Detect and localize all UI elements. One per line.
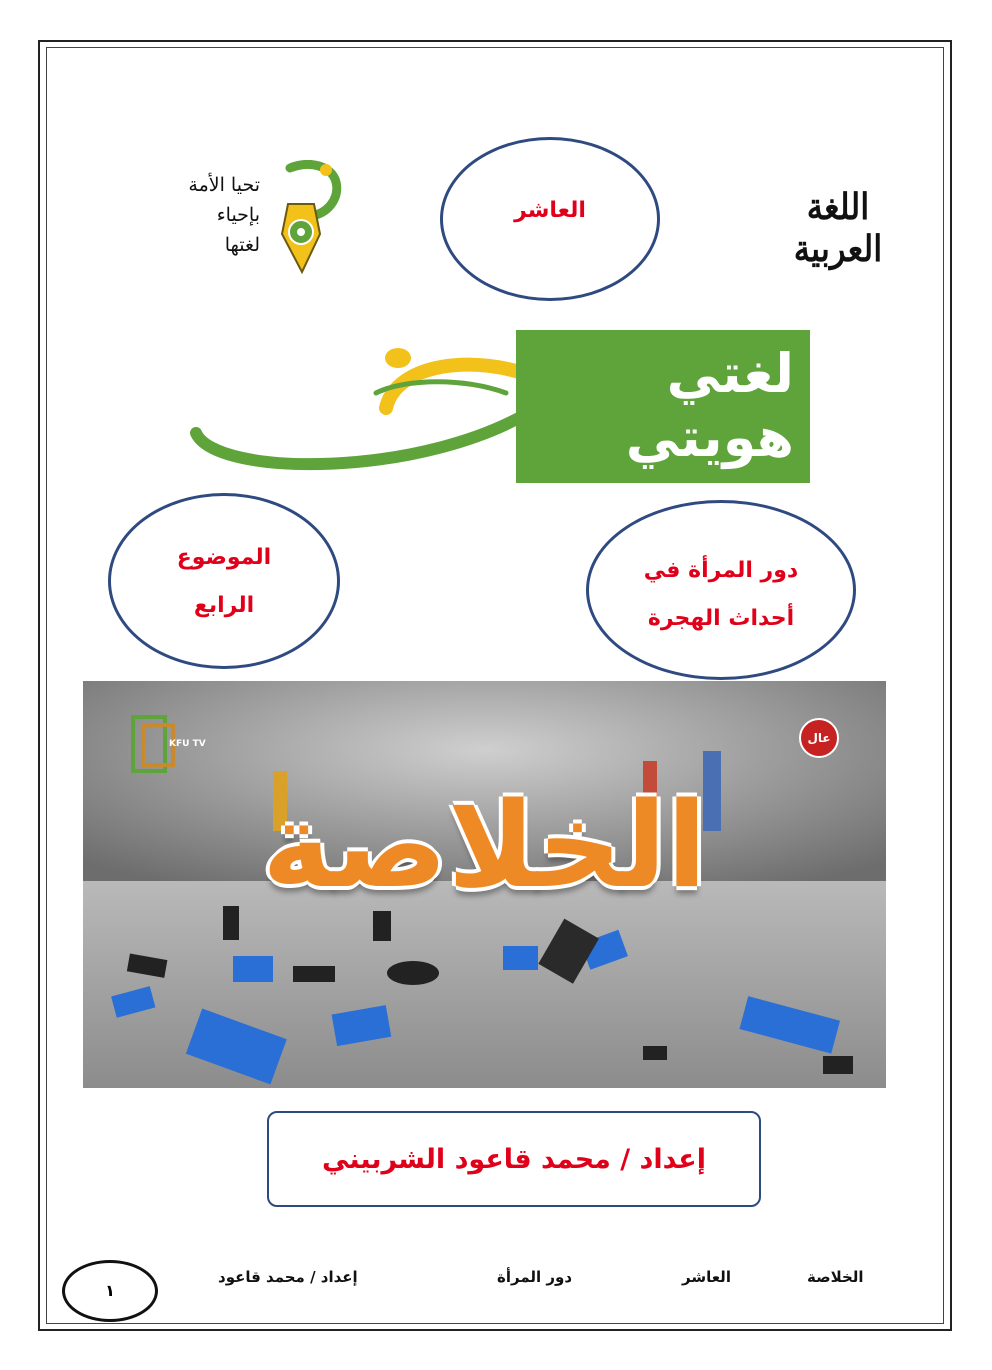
- dad-swoosh-logo-icon: [176, 338, 556, 478]
- hero-title: الخلاصة: [262, 776, 707, 914]
- page-number: ١: [62, 1260, 158, 1322]
- author-box: إعداد / محمد قاعود الشربيني: [267, 1111, 761, 1207]
- slogan-line-2: بإحياء: [216, 204, 260, 226]
- dad-pen-logo-icon: [270, 160, 345, 278]
- topic-title-line-2: أحداث الهجرة: [647, 606, 795, 631]
- calligraphy-text: اللغة العربية: [793, 186, 883, 270]
- footer-summary: الخلاصة: [807, 1268, 864, 1286]
- summary-hero-image: [83, 681, 886, 1088]
- topic-number: الرابع: [193, 593, 255, 618]
- channel-badge: عال: [799, 718, 839, 758]
- footer-grade: العاشر: [682, 1268, 731, 1286]
- banner-green-panel: [516, 330, 810, 483]
- slogan-line-3: لغتها: [224, 234, 260, 256]
- grade-circle: [440, 137, 660, 301]
- grade-label: العاشر: [514, 198, 586, 223]
- kfu-tv-label: KFU TV: [169, 739, 206, 749]
- footer-topic: دور المرأة: [497, 1268, 573, 1286]
- topic-title-circle: [586, 500, 856, 680]
- topic-title-line-1: دور المرأة في: [643, 558, 799, 583]
- banner-line-1: لغتي: [666, 342, 794, 405]
- topic-label: الموضوع: [176, 545, 272, 570]
- topic-number-circle: [108, 493, 340, 669]
- footer-author: إعداد / محمد قاعود: [218, 1268, 358, 1286]
- slogan: [165, 170, 260, 260]
- my-language-banner: [176, 330, 810, 483]
- slogan-line-1: تحيا الأمة: [188, 174, 260, 196]
- banner-line-2: هويتي: [625, 406, 794, 469]
- arabic-calligraphy-logo: [772, 170, 904, 270]
